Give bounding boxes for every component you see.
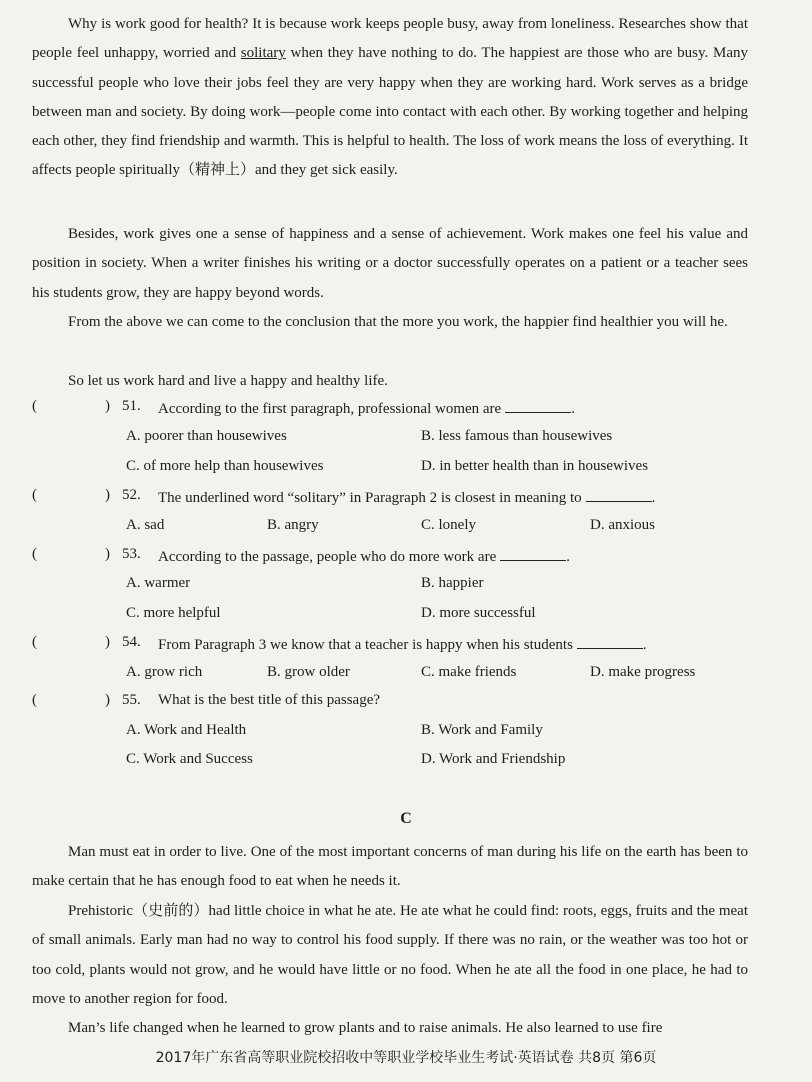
- answer-blank: [500, 546, 566, 561]
- option-52-c: C. lonely: [421, 517, 476, 533]
- answer-paren-close: ): [105, 634, 110, 650]
- question-number: 55.: [122, 692, 141, 708]
- option-51-c: C. of more help than housewives: [126, 458, 324, 474]
- answer-paren-close: ): [105, 398, 110, 414]
- page-footer: 2017年广东省高等职业院校招收中等职业学校毕业生考试·英语试卷 共8页 第6页: [155, 1050, 657, 1066]
- option-55-b: B. Work and Family: [421, 722, 543, 738]
- answer-paren-close: ): [105, 546, 110, 562]
- question-stem: The underlined word “solitary” in Paragraph 2 is closest in meaning to .: [158, 487, 655, 507]
- question-number: 52.: [122, 487, 141, 503]
- answer-blank: [577, 634, 643, 649]
- question-stem: From Paragraph 3 we know that a teacher is happy when his students .: [158, 634, 647, 654]
- option-53-d: D. more successful: [421, 605, 536, 621]
- answer-blank: [586, 487, 652, 502]
- section-c-paragraph-2: Prehistoric（史前的）had little choice in what he ate. He ate what he could find: roots, eggs, fruits and the meat of small animals. Early man had no way to control his food supply. If there was no rain, or the weather was too hot or too cold, plants would not grow, and he would have little or no food. When he ate all the food in one place, he had to move to another region for food.: [32, 903, 748, 1007]
- answer-blank: [505, 398, 571, 413]
- option-53-b: B. happier: [421, 575, 484, 591]
- option-53-c: C. more helpful: [126, 605, 221, 621]
- answer-paren-close: ): [105, 487, 110, 503]
- answer-paren-open: (: [32, 487, 37, 503]
- passage-paragraph-2: Besides, work gives one a sense of happiness and a sense of achievement. Work makes one feel his value and position in society. When a writer finishes his writing or a doctor successfully operates on a patient or a teacher sees his students grow, they are happy beyond words.: [32, 226, 748, 301]
- question-53: [32, 546, 752, 568]
- option-54-c: C. make friends: [421, 664, 517, 680]
- section-c-paragraph-1: Man must eat in order to live. One of the most important concerns of man during his life on the earth has been to make certain that he has enough food to eat when he needs it.: [32, 844, 748, 890]
- question-55: [32, 692, 752, 714]
- option-51-d: D. in better health than in housewives: [421, 458, 649, 474]
- question-51: [32, 398, 752, 420]
- question-number: 51.: [122, 398, 141, 414]
- passage-paragraph-3: From the above we can come to the conclusion that the more you work, the happier find healthier you will he.: [68, 314, 728, 330]
- underlined-word: solitary: [240, 45, 286, 62]
- option-54-a: A. grow rich: [126, 664, 203, 680]
- option-54-b: B. grow older: [267, 664, 350, 680]
- passage-paragraph-4: So let us work hard and live a happy and healthy life.: [68, 373, 388, 389]
- option-51-b: B. less famous than housewives: [421, 428, 613, 444]
- question-stem: According to the first paragraph, professional women are .: [158, 398, 575, 418]
- option-55-c: C. Work and Success: [126, 751, 253, 767]
- question-54: [32, 634, 752, 656]
- answer-paren-open: (: [32, 634, 37, 650]
- option-52-a: A. sad: [126, 517, 165, 533]
- section-c-paragraph-3: Man’s life changed when he learned to grow plants and to raise animals. He also learned to use fire: [68, 1020, 663, 1036]
- question-number: 53.: [122, 546, 141, 562]
- question-number: 54.: [122, 634, 141, 650]
- option-53-a: A. warmer: [126, 575, 191, 591]
- question-stem: According to the passage, people who do more work are .: [158, 546, 570, 566]
- option-54-d: D. make progress: [590, 664, 696, 680]
- option-52-d: D. anxious: [590, 517, 655, 533]
- section-heading: C: [400, 810, 412, 827]
- option-52-b: B. angry: [267, 517, 319, 533]
- passage-paragraph-1: Why is work good for health? It is because work keeps people busy, away from loneliness. Researches show that people feel unhappy, worried and solitary when they have nothing to do. The happiest are those who are busy. Many successful people who love their jobs feel they are very happy when they are working hard. Work serves as a bridge between man and society. By doing work—people come into contact with each other. By working together and helping each other, they find friendship and warmth. This is helpful to health. The loss of work means the loss of everything. It affects people spiritually（精神上）and they get sick easily.: [32, 16, 748, 179]
- answer-paren-open: (: [32, 692, 37, 708]
- option-51-a: A. poorer than housewives: [126, 428, 287, 444]
- answer-paren-open: (: [32, 546, 37, 562]
- option-55-d: D. Work and Friendship: [421, 751, 566, 767]
- question-52: [32, 487, 752, 509]
- answer-paren-close: ): [105, 692, 110, 708]
- question-stem: What is the best title of this passage?: [158, 692, 381, 708]
- answer-paren-open: (: [32, 398, 37, 414]
- option-55-a: A. Work and Health: [126, 722, 247, 738]
